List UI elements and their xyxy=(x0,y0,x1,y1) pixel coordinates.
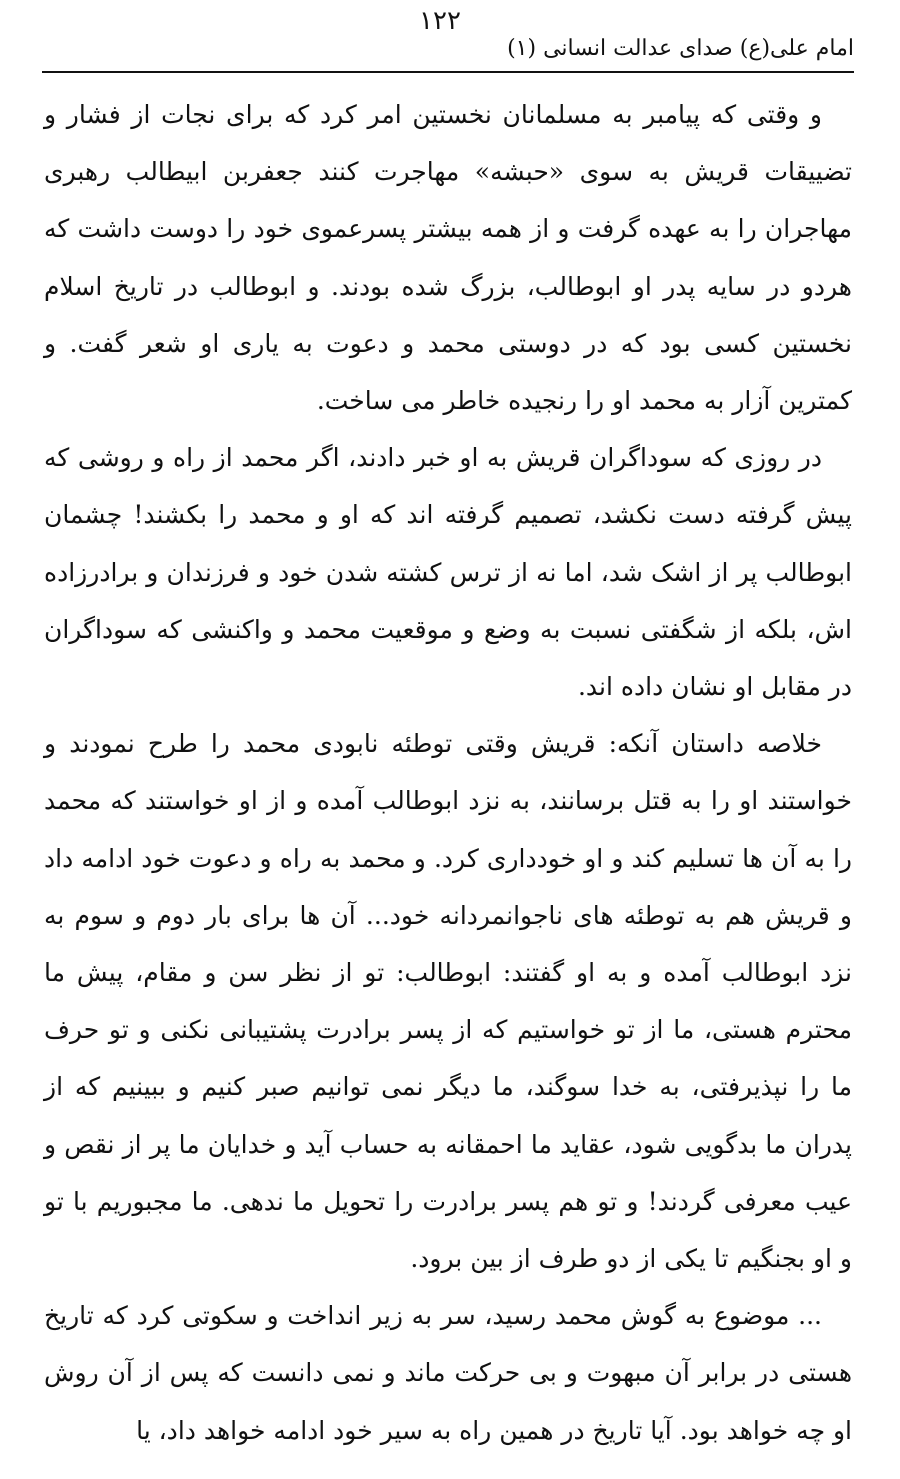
paragraph: در روزی که سوداگران قریش به او خبر دادند، اگر محمد از راه و روشی که پیش گرفته دست نکشد، تصمیم گرفته اند که او و محمد را بکشند! چشمان ابوطالب پر از اشک شد، اما نه از ترس کشته شدن خود و فرزندان و برادرزاده اش، بلکه از شگفتی نسبت به وضع و موقعیت محمد و واکنشی که سوداگران در مقابل او نشان داده اند. xyxy=(44,443,852,702)
paragraph: خلاصه داستان آنکه: قریش وقتی توطئه نابودی محمد را طرح نمودند و خواستند او را به قتل برسانند، به نزد ابوطالب آمده و از او خواستند که محمد را به آن ها تسلیم کند و او خودداری کرد. و محمد به راه و دعوت خود ادامه داد و قریش هم به توطئه های ناجوانمردانه خود... آن ها برای بار دوم و سوم به نزد ابوطالب آمده و به او گفتند: ابوطالب: تو از نظر سن و مقام، پیش ما محترم هستی، ما از تو خواستیم که از پسر برادرت پشتیبانی نکنی و تو حرف ما را نپذیرفتی، به خدا سوگند، ما دیگر نمی توانیم صبر کنیم و ببینیم که از پدران ما بدگویی شود، عقاید ما احمقانه به حساب آید و خدایان ما پر از نقص و عیب معرفی گردند! و تو هم پسر برادرت را تحویل ما ندهی. ما مجبوریم با تو و او بجنگیم تا یکی از دو طرف از بین برود. xyxy=(44,729,852,1274)
paragraph: ... موضوع به گوش محمد رسید، سر به زیر انداخت و سکوتی کرد که تاریخ هستی در برابر آن مبهوت و بی حرکت ماند و نمی دانست که پس از آن روش او چه خواهد بود. آیا تاریخ در همین راه به سیر خود ادامه خواهد داد، یا xyxy=(44,1301,852,1445)
book-title: امام علی(ع) صدای عدالت انسانی (۱) xyxy=(507,35,854,61)
page-number: ۱۲۲ xyxy=(419,6,461,36)
header-divider xyxy=(42,71,854,73)
body-text xyxy=(44,86,852,1459)
paragraph: و وقتی که پیامبر به مسلمانان نخستین امر کرد که برای نجات از فشار و تضییقات قریش به سوی «حبشه» مهاجرت کنند جعفربن ابیطالب رهبری مهاجران را به عهده گرفت و از همه بیشتر پسرعموی خود را دوست داشت که هردو در سایه پدر او ابوطالب، بزرگ شده بودند. و ابوطالب در تاریخ اسلام نخستین کسی بود که در دوستی محمد و دعوت به یاری او شعر گفت. و کمترین آزار به محمد او را رنجیده خاطر می ساخت. xyxy=(44,100,852,416)
